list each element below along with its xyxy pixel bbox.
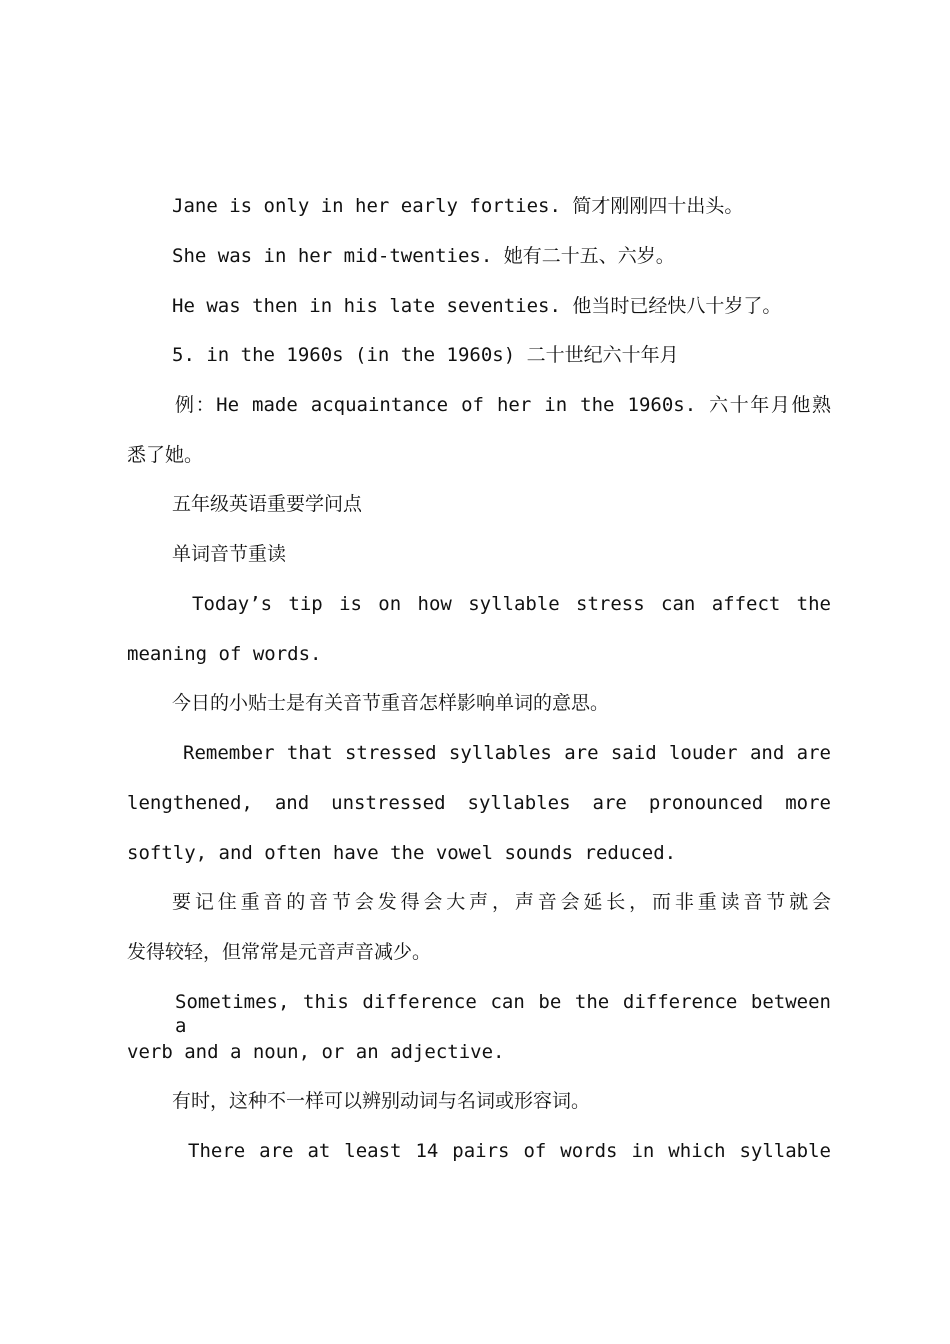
paragraph-line: lengthened, and unstressed syllables are pronounced more <box>127 792 831 814</box>
section-heading: 单词音节重读 <box>172 543 287 565</box>
paragraph-line: 例：He made acquaintance of her in the 1960s. 六十年月他熟 <box>175 394 831 416</box>
paragraph-line: Today’s tip is on how syllable stress can affect the <box>192 593 831 615</box>
paragraph-line: 发得较轻，但常常是元音声音减少。 <box>127 941 432 963</box>
paragraph-line: 有时，这种不一样可以辨别动词与名词或形容词。 <box>172 1090 591 1112</box>
paragraph-line: He was then in his late seventies. 他当时已经快八十岁了。 <box>172 295 782 317</box>
paragraph-line: There are at least 14 pairs of words in which syllable <box>188 1140 831 1162</box>
paragraph-line: Jane is only in her early forties. 简才刚刚四十出头。 <box>172 195 744 217</box>
paragraph-line: softly, and often have the vowel sounds reduced. <box>127 842 677 864</box>
paragraph-line: 要记住重音的音节会发得会大声，声音会延长，而非重读音节就会 <box>172 891 831 913</box>
paragraph-line: meaning of words. <box>127 643 322 665</box>
paragraph-line: 悉了她。 <box>127 444 204 466</box>
paragraph-line: verb and a noun, or an adjective. <box>127 1041 505 1063</box>
paragraph-line: Sometimes, this difference can be the difference between a <box>175 991 831 1037</box>
paragraph-line: 5. in the 1960s (in the 1960s) 二十世纪六十年月 <box>172 344 679 366</box>
paragraph-line: 今日的小贴士是有关音节重音怎样影响单词的意思。 <box>172 692 610 714</box>
paragraph-line: She was in her mid-twenties. 她有二十五、六岁。 <box>172 245 675 267</box>
paragraph-line: Remember that stressed syllables are said louder and are <box>183 742 831 764</box>
section-heading: 五年级英语重要学问点 <box>172 493 363 515</box>
